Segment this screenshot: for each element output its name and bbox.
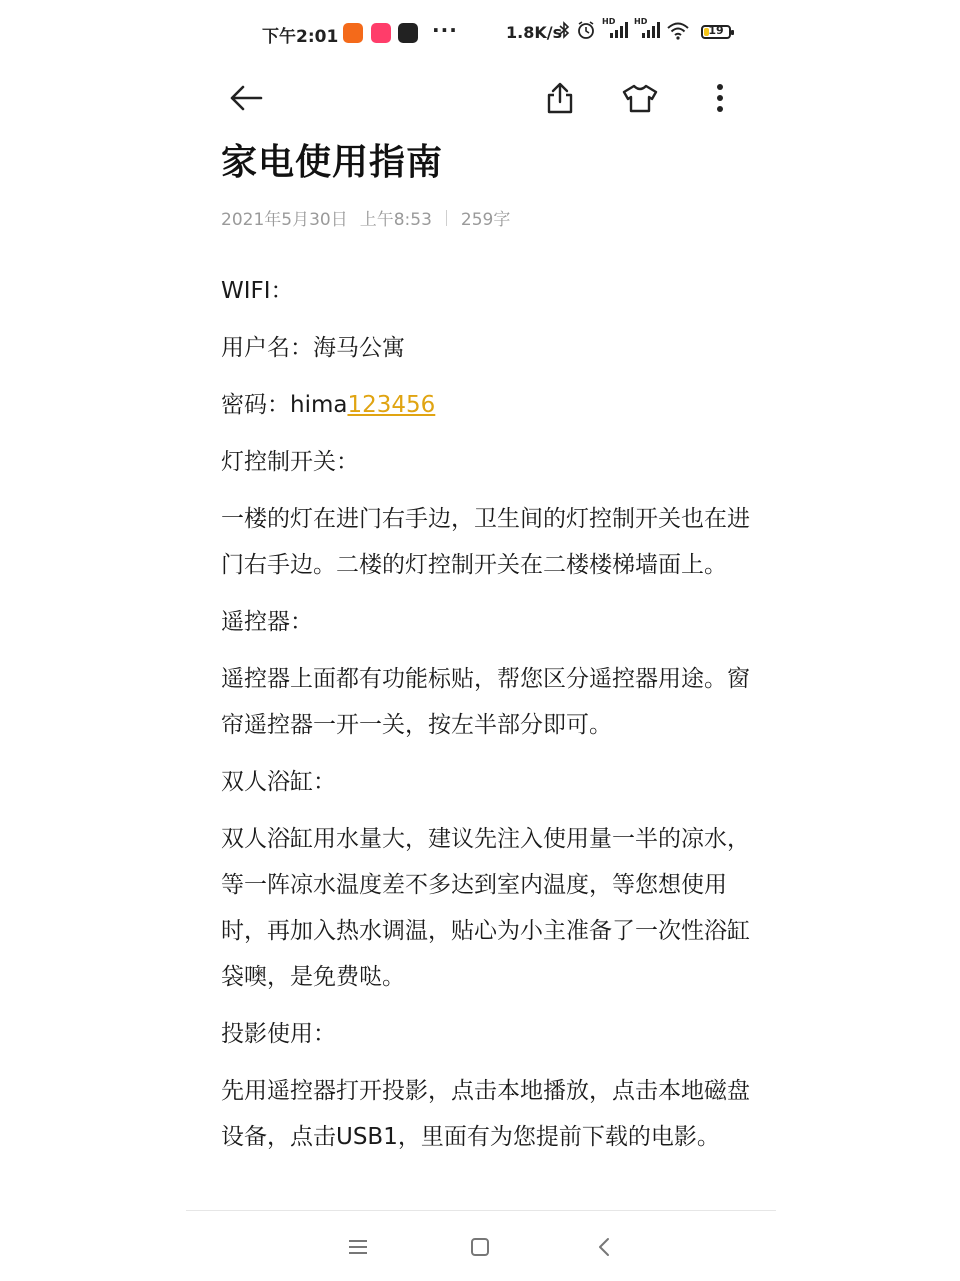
more-options-button[interactable] <box>698 76 742 120</box>
more-vertical-icon <box>716 83 724 113</box>
password-prefix: hima <box>290 392 348 418</box>
username-line <box>221 325 751 371</box>
username-label: 用户名： <box>221 335 313 361</box>
projector-heading: 投影使用： <box>221 1021 336 1047</box>
projector-text: 先用遥控器打开投影，点击本地播放，点击本地磁盘设备，点击USB1，里面有为您提前下载的电影。 <box>221 1078 750 1150</box>
password-label: 密码： <box>221 392 290 418</box>
bathtub-text: 双人浴缸用水量大，建议先注入使用量一半的凉水，等一阵凉水温度差不多达到室内温度，等您想使用时，再加入热水调温，贴心为小主准备了一次性浴缸袋噢，是免费哒。 <box>221 826 750 990</box>
remote-text: 遥控器上面都有功能标贴，帮您区分遥控器用途。窗帘遥控器一开一关，按左半部分即可。 <box>221 666 750 738</box>
notification-app-icon <box>343 23 363 43</box>
arrow-left-icon <box>228 84 264 112</box>
wifi-icon <box>666 20 690 44</box>
signal-icon <box>602 17 628 44</box>
note-title[interactable]: 家电使用指南 <box>221 142 444 183</box>
note-time: 上午8:53 <box>359 210 432 230</box>
signal-icon <box>634 17 660 44</box>
notification-app-icon <box>398 23 418 43</box>
username-value: 海马公寓 <box>313 335 405 361</box>
light-heading: 灯控制开关： <box>221 449 359 475</box>
alarm-icon <box>576 20 596 44</box>
battery-level: 19 <box>708 24 724 37</box>
meta-divider <box>446 210 447 226</box>
more-notifications-icon: ··· <box>432 18 458 42</box>
network-speed: 1.8K/s <box>506 23 563 42</box>
recent-apps-button[interactable] <box>338 1233 378 1261</box>
share-button[interactable] <box>538 76 582 120</box>
signal-hd-label: HD <box>634 17 648 26</box>
status-bar <box>0 16 960 52</box>
battery-icon <box>701 25 731 39</box>
password-line <box>221 382 751 428</box>
status-time: 下午2:01 <box>262 27 339 47</box>
note-toolbar <box>0 72 960 124</box>
note-body[interactable] <box>221 268 751 1171</box>
menu-icon <box>348 1239 368 1255</box>
note-date: 2021年5月30日 <box>221 210 348 230</box>
notification-app-icon <box>371 23 391 43</box>
light-text: 一楼的灯在进门右手边，卫生间的灯控制开关也在进门右手边。二楼的灯控制开关在二楼楼梯墙面上。 <box>221 506 750 578</box>
share-icon <box>545 81 575 115</box>
signal-hd-label: HD <box>602 17 616 26</box>
back-button[interactable] <box>224 76 268 120</box>
bathtub-heading: 双人浴缸： <box>221 769 336 795</box>
password-phone-link[interactable]: 123456 <box>347 392 436 418</box>
bluetooth-icon <box>558 21 570 43</box>
note-meta <box>221 205 510 230</box>
tshirt-icon <box>622 83 658 113</box>
system-nav-bar <box>186 1210 776 1281</box>
remote-heading: 遥控器： <box>221 609 313 635</box>
word-count: 259字 <box>460 210 511 230</box>
back-chevron-icon <box>597 1237 611 1257</box>
wifi-heading: WIFI： <box>221 278 294 304</box>
home-square-icon <box>470 1237 490 1257</box>
theme-button[interactable] <box>618 76 662 120</box>
home-button[interactable] <box>460 1233 500 1261</box>
system-back-button[interactable] <box>584 1233 624 1261</box>
